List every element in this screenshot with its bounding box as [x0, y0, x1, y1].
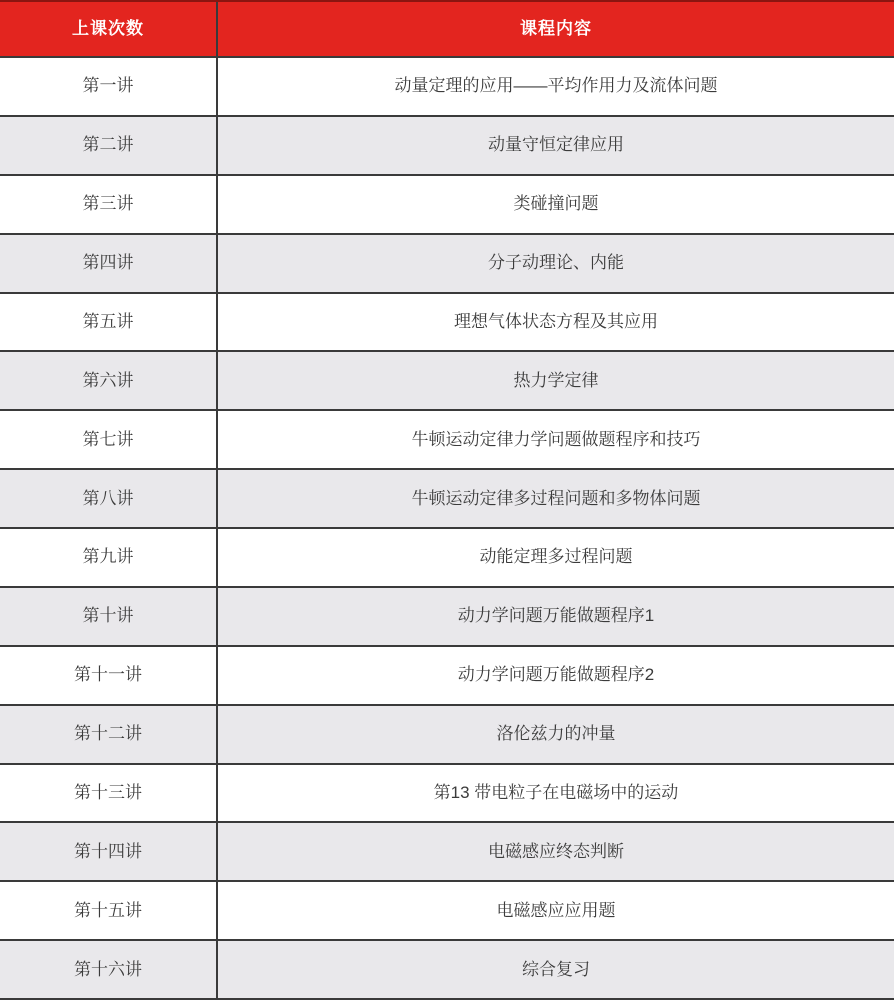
header-content-column: 课程内容 — [520, 18, 592, 38]
session-cell: 第十二讲 — [0, 706, 218, 763]
table-row — [0, 706, 894, 765]
content-cell: 电磁感应终态判断 — [488, 841, 624, 861]
table-row — [0, 58, 894, 117]
content-cell: 动量守恒定律应用 — [488, 135, 624, 155]
session-cell: 第十六讲 — [0, 941, 218, 998]
table-row — [0, 176, 894, 235]
table-row — [0, 235, 894, 294]
session-cell: 第十三讲 — [0, 765, 218, 822]
table-row — [0, 470, 894, 529]
content-cell: 牛顿运动定律多过程问题和多物体问题 — [411, 488, 701, 508]
table-row — [0, 823, 894, 882]
content-cell: 牛顿运动定律力学问题做题程序和技巧 — [411, 429, 701, 449]
session-cell: 第十四讲 — [0, 823, 218, 880]
table-row — [0, 765, 894, 824]
content-cell: 热力学定律 — [513, 370, 599, 390]
table-row — [0, 588, 894, 647]
table-row — [0, 647, 894, 706]
session-cell: 第十讲 — [0, 588, 218, 645]
session-cell: 第八讲 — [0, 470, 218, 527]
content-cell: 理想气体状态方程及其应用 — [454, 311, 658, 331]
content-cell: 洛伦兹力的冲量 — [496, 724, 616, 744]
session-cell: 第三讲 — [0, 176, 218, 233]
content-cell: 综合复习 — [522, 959, 590, 979]
session-cell: 第六讲 — [0, 352, 218, 409]
header-session-column: 上课次数 — [0, 2, 218, 56]
content-cell: 动力学问题万能做题程序1 — [457, 606, 655, 626]
content-cell: 电磁感应应用题 — [496, 900, 616, 920]
content-cell: 动能定理多过程问题 — [479, 547, 633, 567]
content-cell: 动力学问题万能做题程序2 — [457, 665, 655, 685]
table-row — [0, 294, 894, 353]
session-cell: 第十五讲 — [0, 882, 218, 939]
content-cell: 分子动理论、内能 — [488, 253, 624, 273]
content-cell: 动量定理的应用——平均作用力及流体问题 — [394, 76, 718, 96]
table-row — [0, 411, 894, 470]
session-cell: 第一讲 — [0, 58, 218, 115]
session-cell: 第四讲 — [0, 235, 218, 292]
session-cell: 第五讲 — [0, 294, 218, 351]
session-cell: 第七讲 — [0, 411, 218, 468]
table-row — [0, 352, 894, 411]
table-row — [0, 941, 894, 1000]
table-row — [0, 117, 894, 176]
session-cell: 第二讲 — [0, 117, 218, 174]
session-cell: 第十一讲 — [0, 647, 218, 704]
table-header-row — [0, 2, 894, 58]
content-cell: 类碰撞问题 — [513, 194, 599, 214]
table-row — [0, 529, 894, 588]
content-cell: 第13 带电粒子在电磁场中的运动 — [433, 782, 679, 802]
session-cell: 第九讲 — [0, 529, 218, 586]
table-row — [0, 882, 894, 941]
